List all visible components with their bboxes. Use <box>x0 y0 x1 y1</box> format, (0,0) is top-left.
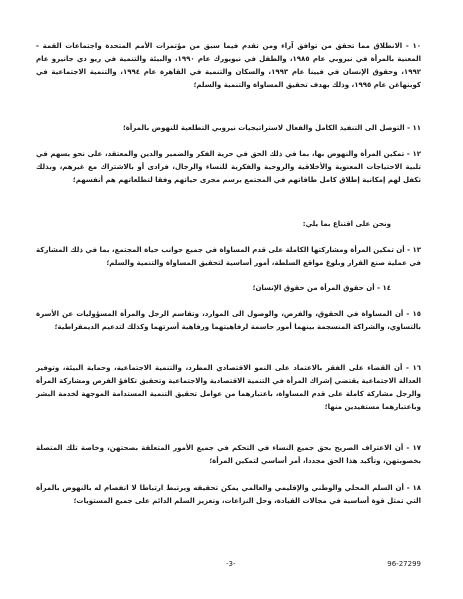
paragraph-18: ١٨ - أن السلم المحلي والوطني والإقليمي والعالمي يمكن تحقيقه ويرتبط ارتباطا لا انفصام له بالنهوض بالمرأة التي تمثل قوة أساسية في مجالات القيادة، وحل النزاعات، وتعزيز السلم الدائم على جميع المستويات؛ <box>36 484 421 505</box>
conviction-heading: ونحن على اقتناع بما يلي: <box>302 220 391 228</box>
paragraph-11: ١١ - التوصل الى التنفيذ الكامل والفعال لاستراتيجيات نيروبي التطلعية للنهوض بالمرأة؛ <box>122 124 421 132</box>
paragraph-15: ١٥ - أن المساواة في الحقوق، والفرص، والوصول الى الموارد، وتقاسم الرجل والمرأة المسؤوليات عن الأسرة بالتساوي، والشراكة المنسجمة بينهما أمور حاسمة لرفاهيتهما ورفاهية أسرتهما وكذلك لتدعيم الديمقراطية؛ <box>36 310 421 331</box>
paragraph-10: ١٠ - الانطلاق مما تحقق من توافق آراء ومن تقدم فيما سبق من مؤتمرات الأمم المتحدة واجتماعات القمة - المعنية بالمرأة في نيروبي عام ١٩٨٥، والطفل في نيويورك عام ١٩٩٠، والبيئة والتنمية في ريو دي جانيرو عام ١٩٩٢، وحقوق الإنسان في فيينا عام ١٩٩٣، والسكان والتنمية في القاهرة عام ١٩٩٤، والتنمية الاجتماعية في كوبنهاغن عام ١٩٩٥، وذلك بهدف تحقيق المساواة والتنمية والسلم؛ <box>36 42 422 89</box>
page-number: -3- <box>226 560 236 568</box>
paragraph-13: ١٣ - أن تمكين المرأة ومشاركتها الكاملة على قدم المساواة في جميع جوانب حياة المجتمع، بما في ذلك المشاركة في عملية صنع القرار وبلوغ مواقع السلطة، أمور أساسية لتحقيق المساواة والتنمية والسلم؛ <box>36 246 421 267</box>
paragraph-12: ١٢ - تمكين المرأة والنهوض بها، بما في ذلك الحق في حرية الفكر والضمير والدين والمعتقد، على نحو يسهم في تلبية الاحتياجات المعنوية والأخلاقية والروحية والفكرية للنساء والرجال، فرادى أو بالاشتراك مع غيرهم، وبذلك تكفل لهم إمكانية إطلاق كامل طاقاتهم في المجتمع برسم مجرى حياتهم وفقا لتطلعاتهم هم أنفسهم؛ <box>36 150 421 184</box>
document-number: 96-27299 <box>387 560 421 568</box>
paragraph-14: ١٤ - أن حقوق المرأة من حقوق الإنسان؛ <box>252 284 391 292</box>
page-footer <box>36 560 421 572</box>
paragraph-17: ١٧ - أن الاعتراف الصريح بحق جميع النساء في التحكم في جميع الأمور المتعلقة بصحتهن، وخاصة تلك المتصلة بخصوبتهن، وتأكيد هذا الحق مجددا، أمر أساسي لتمكين المرأة؛ <box>36 444 421 465</box>
paragraph-16: ١٦ - أن القضاء على الفقر بالاعتماد على النمو الاقتصادي المطرد، والتنمية الاجتماعية، وحماية البيئة، وتوفير العدالة الاجتماعية يقتضي إشراك المرأة في التنمية الاقتصادية والاجتماعية وتحقيق تكافؤ الفرص ومشاركة المرأة والرجل مشاركة كاملة على قدم المساواة، باعتبارهما من عوامل تحقيق التنمية المستدامة الموجهة لخدمة البشر وباعتبارهما مستفيدين منها؛ <box>36 364 421 411</box>
